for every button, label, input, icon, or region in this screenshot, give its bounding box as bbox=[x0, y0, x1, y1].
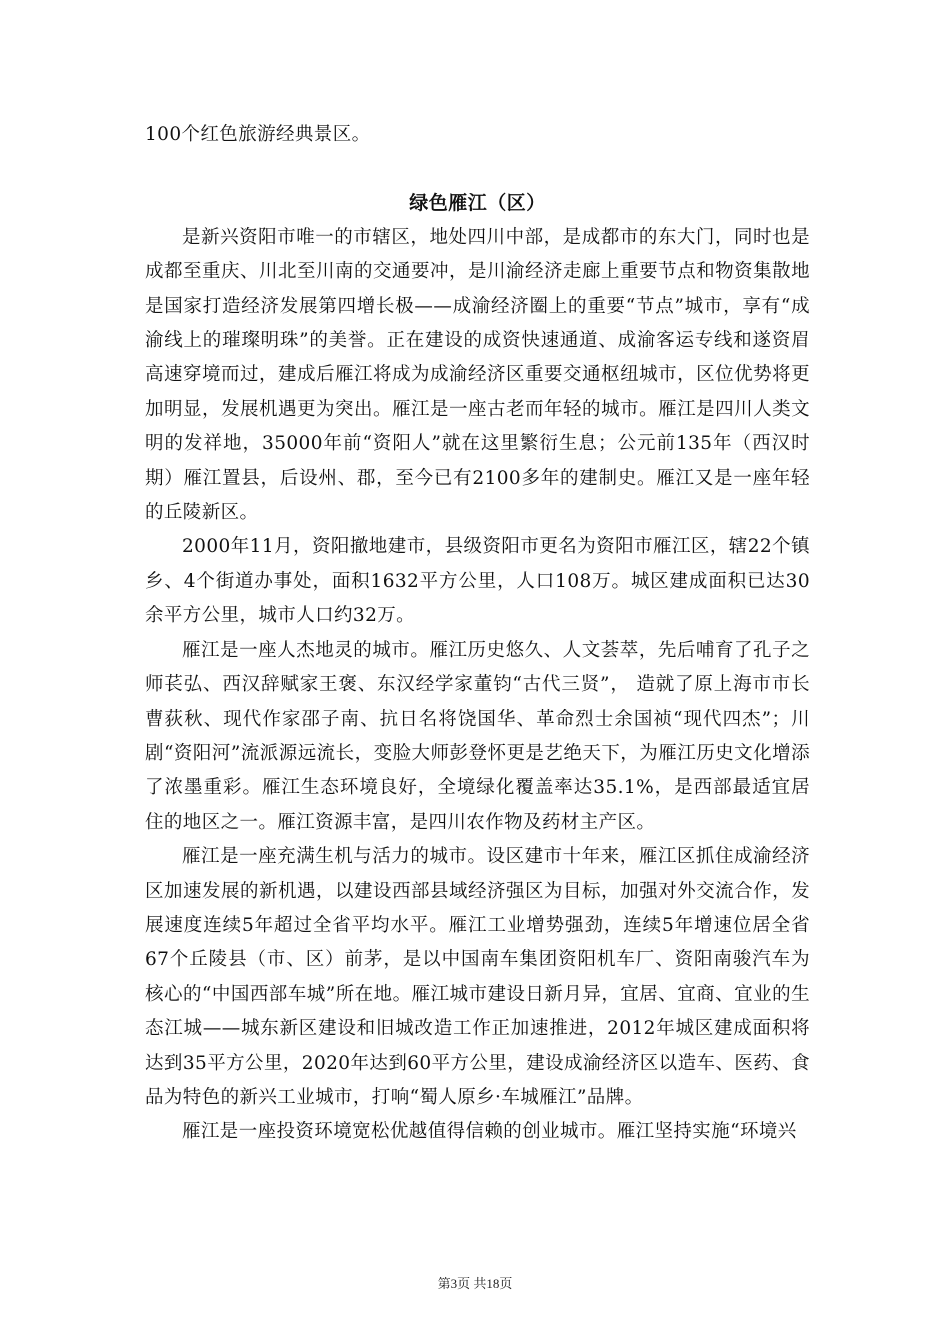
section-title: 绿色雁江（区） bbox=[409, 192, 546, 215]
paragraph-development: 雁江是一座充满生机与活力的城市。设区建市十年来，雁江区抓住成渝经济区加速发展的新机遇，以建设西部县域经济强区为目标，加强对外交流合作，发展速度连续5年超过全省平均水平。雁江工业增势强劲，连续5年增速位居全省67个丘陵县（市、区）前茅，是以中国南车集团资阳机车厂、资阳南骏汽车为核心的“中国西部车城”所在地。雁江城市建设日新月异，宜居、宜商、宜业的生态江城——城东新区建设和旧城改造工作正加速推进，2012年城区建成面积将达到35平方公里，2020年达到60平方公里，建设成渝经济区以造车、医药、食品为特色的新兴工业城市，打响“蜀人原乡·车城雁江”品牌。 bbox=[145, 846, 810, 1108]
document-body bbox=[145, 118, 810, 1150]
paragraph-culture: 雁江是一座人杰地灵的城市。雁江历史悠久、人文荟萃，先后哺育了孔子之师苌弘、西汉辞赋家王褒、东汉经学家董钧“古代三贤”， 造就了原上海市市长曹荻秋、现代作家邵子南、抗日名将饶国华、革命烈士余国祯“现代四杰”；川剧“资阳河”流派源远流长，变脸大师彭登怀更是艺绝天下，为雁江历史文化增添了浓墨重彩。雁江生态环境良好，全境绿化覆盖率达35.1%，是西部最适宜居住的地区之一。雁江资源丰富，是四川农作物及药材主产区。 bbox=[145, 639, 810, 833]
lead-line: 100个红色旅游经典景区。 bbox=[145, 124, 371, 145]
page-footer: 第3页 共18页 bbox=[437, 1276, 513, 1291]
paragraph-administration: 2000年11月，资阳撤地建市，县级资阳市更名为资阳市雁江区，辖22个镇乡、4个街道办事处，面积1632平方公里，人口108万。城区建成面积已达30余平方公里，城市人口约32万。 bbox=[145, 536, 810, 627]
paragraph-location: 是新兴资阳市唯一的市辖区，地处四川中部，是成都市的东大门，同时也是成都至重庆、川北至川南的交通要冲，是川渝经济走廊上重要节点和物资集散地是国家打造经济发展第四增长极——成渝经济圈上的重要“节点”城市，享有“成渝线上的璀璨明珠”的美誉。正在建设的成资快速通道、成渝客运专线和遂资眉高速穿境而过，建成后雁江将成为成渝经济区重要交通枢纽城市，区位优势将更加明显，发展机遇更为突出。雁江是一座古老而年轻的城市。雁江是四川人类文明的发祥地，35000年前“资阳人”就在这里繁衍生息；公元前135年（西汉时期）雁江置县，后设州、郡，至今已有2100多年的建制史。雁江又是一座年轻的丘陵新区。 bbox=[145, 226, 810, 524]
paragraph-investment: 雁江是一座投资环境宽松优越值得信赖的创业城市。雁江坚持实施“环境兴 bbox=[182, 1121, 797, 1143]
